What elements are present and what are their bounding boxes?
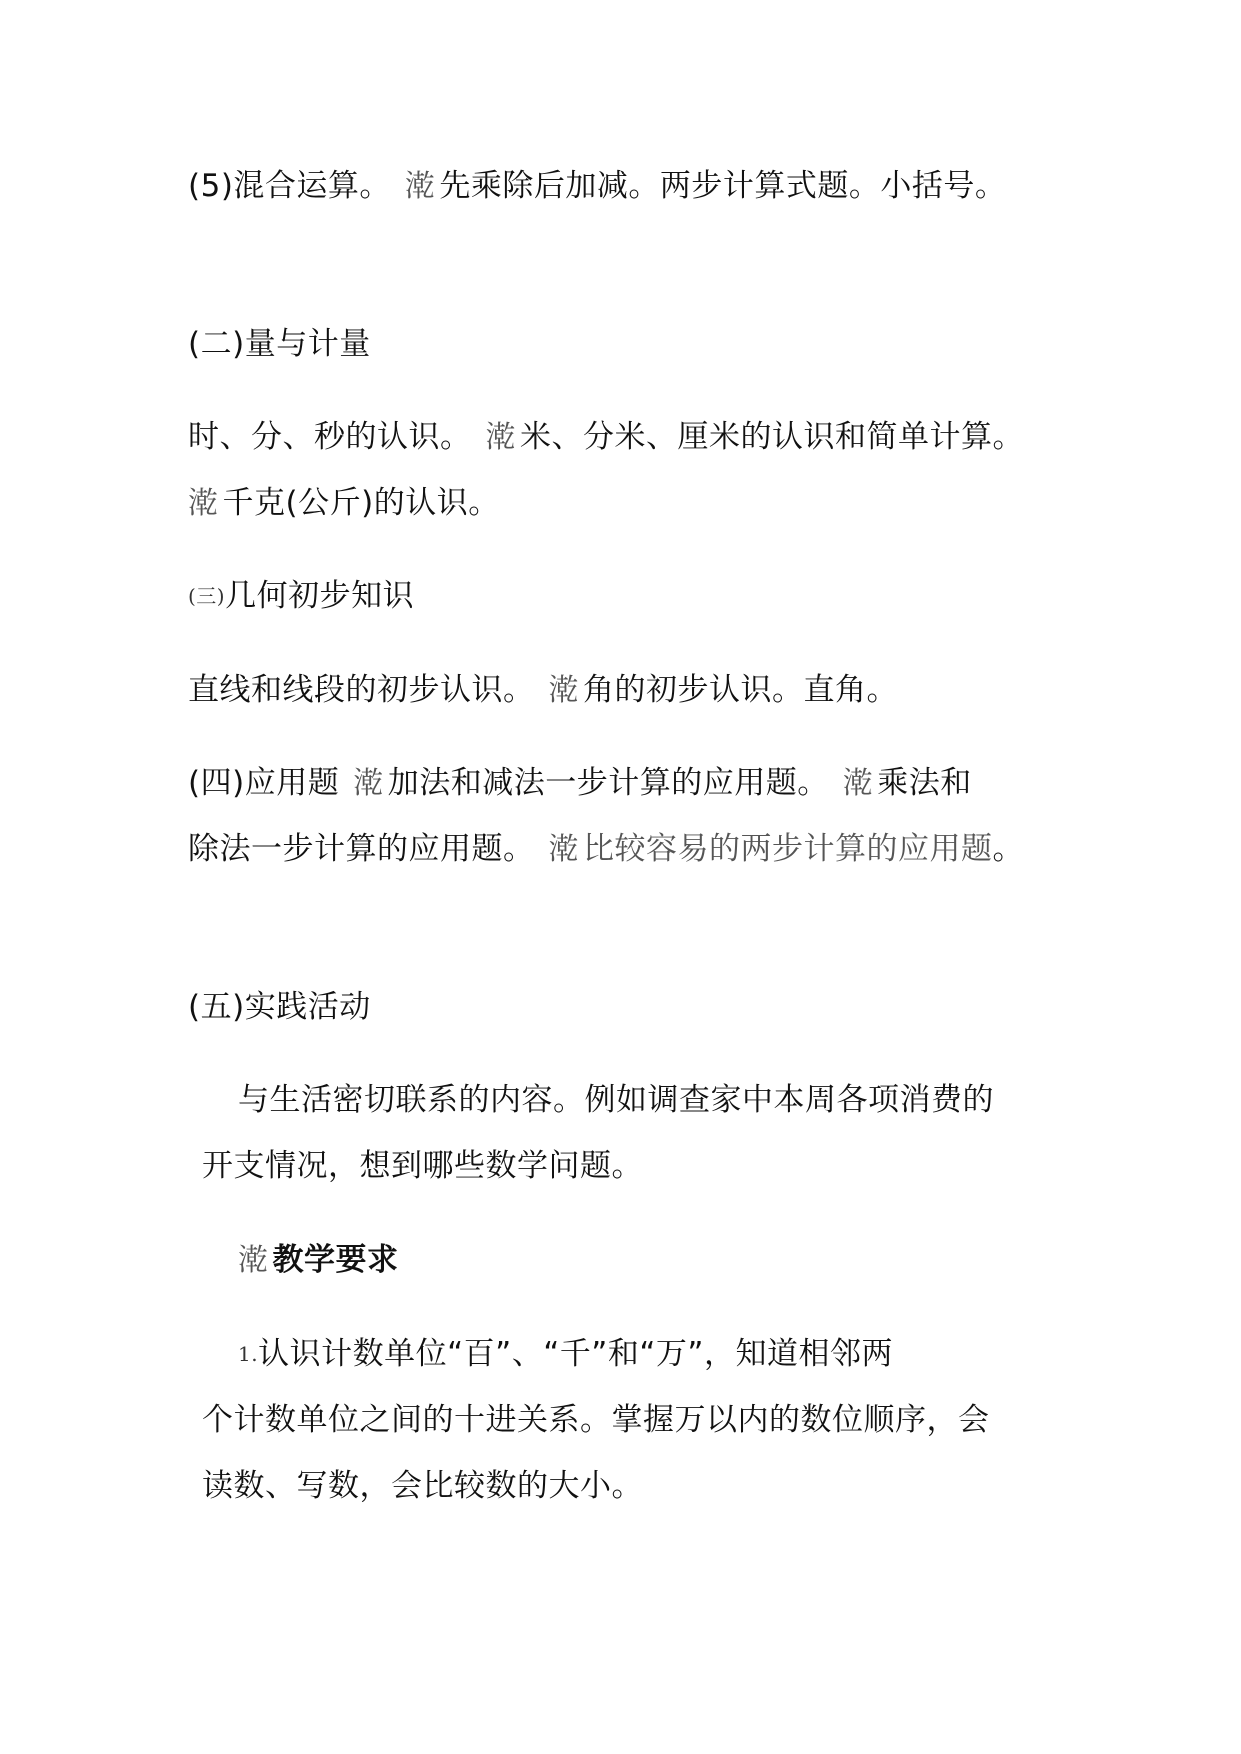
heading-mixed-operations: (5)混合运算。 — [188, 168, 391, 204]
heading-requirements: 教学要求 — [272, 1242, 399, 1278]
line-requirement-1c — [202, 1466, 643, 1506]
text-length-units: 米、分米、厘米的认识和简单计算。 — [520, 419, 1024, 455]
bullet-icon: 漧 — [485, 420, 516, 455]
line-requirement-1a — [238, 1334, 893, 1374]
line-requirement-1b — [202, 1400, 990, 1440]
text-practice-content: 与生活密切联系的内容。例如调查家中本周各项消费的 — [238, 1082, 994, 1118]
text-add-subtract-problems: 加法和减法一步计算的应用题。 — [387, 765, 829, 801]
line-time-length — [188, 417, 1024, 458]
bullet-icon: 漧 — [404, 169, 436, 204]
section-heading-requirements — [238, 1240, 399, 1281]
heading-word-problems: (四)应用题 — [188, 765, 340, 801]
heading-practice: (五)实践活动 — [188, 989, 371, 1025]
text-lines-segments: 直线和线段的初步认识。 — [188, 672, 535, 708]
section-heading-practice — [188, 987, 371, 1027]
list-number-one: 1. — [238, 1342, 259, 1366]
text-angles: 角的初步认识。直角。 — [583, 672, 898, 708]
line-practice-2 — [202, 1146, 643, 1186]
bullet-icon: 漧 — [188, 486, 219, 521]
text-read-write-compare: 读数、写数，会比较数的大小。 — [202, 1468, 643, 1504]
text-divide-problems: 除法一步计算的应用题。 — [188, 831, 535, 867]
text-multiply-and: 乘法和 — [877, 765, 972, 801]
text-decimal-relation: 个计数单位之间的十进关系。掌握万以内的数位顺序，会 — [202, 1402, 990, 1438]
text-time-units: 时、分、秒的认识。 — [188, 419, 472, 455]
line-weight — [188, 483, 500, 524]
text-weight-units: 千克(公斤)的认识。 — [222, 485, 500, 521]
heading-measurement: (二)量与计量 — [188, 326, 371, 362]
bullet-icon: 漧 — [548, 832, 579, 867]
line-lines-angles — [188, 670, 898, 711]
text-order-of-operations: 先乘除后加减。两步计算式题。小括号。 — [439, 168, 1007, 204]
section-heading-geometry — [188, 576, 414, 616]
bullet-icon: 漧 — [842, 766, 874, 801]
heading-geometry: 几何初步知识 — [225, 578, 415, 614]
bullet-icon: 漧 — [548, 673, 579, 708]
bullet-icon: 漧 — [238, 1243, 269, 1278]
section-heading-measurement — [188, 324, 371, 364]
line-word-problems-1 — [188, 763, 972, 804]
section-number-three: (三) — [188, 584, 226, 608]
text-two-step-problems: 比较容易的两步计算的应用题 — [583, 831, 993, 867]
bullet-icon: 漧 — [353, 766, 384, 801]
line-mixed-operations — [188, 166, 1006, 207]
text-counting-units: 认识计数单位“百”、“千”和“万”，知道相邻两 — [258, 1336, 893, 1372]
text-period: 。 — [992, 831, 1024, 867]
line-practice-1 — [238, 1080, 994, 1120]
line-word-problems-2 — [188, 829, 1024, 870]
text-practice-content-cont: 开支情况，想到哪些数学问题。 — [202, 1148, 643, 1184]
